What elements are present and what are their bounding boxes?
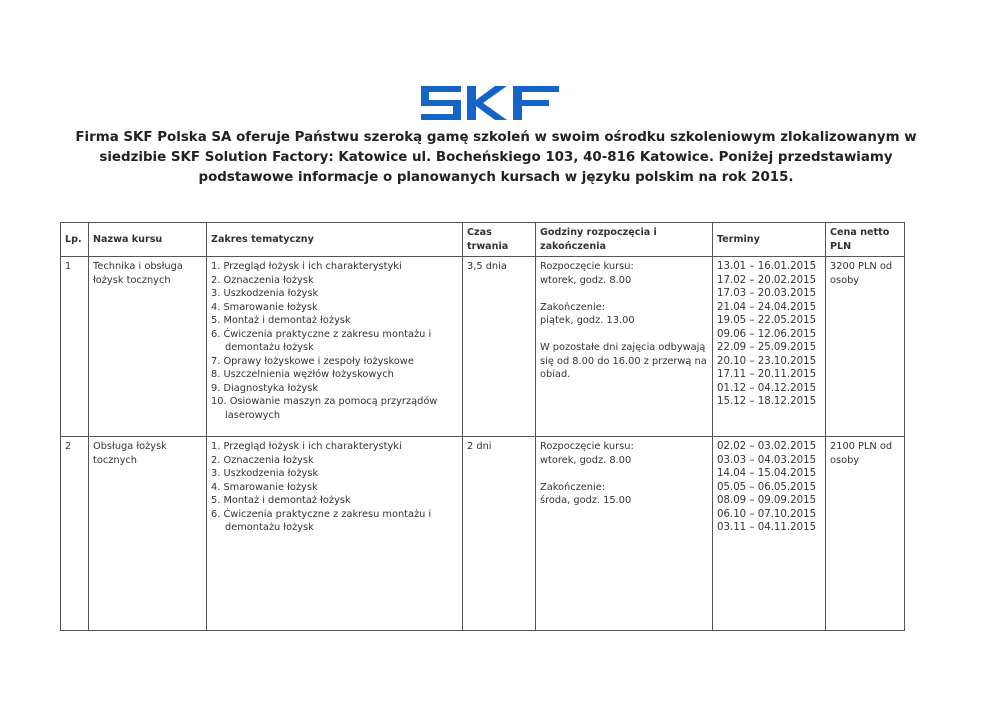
- start-time: wtorek, godz. 8.00: [540, 274, 632, 286]
- topic-item: 4. Smarowanie łożysk: [211, 301, 318, 313]
- topic-item: 3. Uszkodzenia łożysk: [211, 288, 319, 299]
- header-course-name: Nazwa kursu: [89, 223, 207, 257]
- topic-item: 8. Uszczelnienia węzłów łożyskowych: [211, 369, 394, 380]
- topic-item: 5. Montaż i demontaż łożysk: [211, 315, 351, 326]
- topic-item: 10. Osiowanie maszyn za pomocą przyrządów laserowych: [211, 396, 438, 421]
- date-item: 17.11 – 20.11.2015: [717, 369, 817, 380]
- date-item: 03.03 – 04.03.2015: [717, 454, 817, 466]
- date-item: 21.04 – 24.04.2015: [717, 301, 817, 313]
- date-item: 20.10 – 23.10.2015: [717, 355, 817, 367]
- cell-price: 2100 PLN od osoby: [826, 437, 905, 631]
- topic-item: 9. Diagnostyka łożysk: [211, 382, 319, 394]
- hours-note: W pozostałe dni zajęcia odbywają się od 8.00 do 16.00 z przerwą na obiad.: [540, 342, 707, 380]
- table-header-row: [61, 223, 905, 257]
- date-item: 02.02 – 03.02.2015: [717, 441, 817, 452]
- date-item: 08.09 – 09.09.2015: [717, 495, 817, 506]
- start-time: wtorek, godz. 8.00: [540, 454, 632, 466]
- cell-lp: 2: [61, 437, 89, 631]
- date-item: 01.12 – 04.12.2015: [717, 382, 817, 394]
- date-item: 03.11 – 04.11.2015: [717, 522, 817, 533]
- cell-course-name: Obsługa łożysk tocznych: [89, 437, 207, 631]
- date-item: 09.06 – 12.06.2015: [717, 328, 817, 340]
- end-label: Zakończenie:: [540, 481, 606, 493]
- cell-topics: [207, 437, 463, 631]
- topic-item: 6. Ćwiczenia praktyczne z zakresu montażu i demontażu łożysk: [211, 508, 432, 533]
- date-item: 19.05 – 22.05.2015: [717, 315, 817, 326]
- end-label: Zakończenie:: [540, 301, 606, 313]
- date-item: 05.05 – 06.05.2015: [717, 481, 817, 493]
- start-label: Rozpoczęcie kursu:: [540, 261, 634, 272]
- header-hours: Godziny rozpoczęcia i zakończenia: [536, 223, 713, 257]
- table-row: [61, 437, 905, 631]
- end-time: piątek, godz. 13.00: [540, 315, 635, 326]
- cell-dates: [713, 257, 826, 437]
- topic-item: 6. Ćwiczenia praktyczne z zakresu montażu i demontażu łożysk: [211, 328, 432, 353]
- header-price: Cena netto PLN: [826, 223, 905, 257]
- header-topics: Zakres tematyczny: [207, 223, 463, 257]
- cell-hours: [536, 257, 713, 437]
- header-duration: Czas trwania: [463, 223, 536, 257]
- topic-item: 5. Montaż i demontaż łożysk: [211, 495, 351, 506]
- cell-course-name: Technika i obsługa łożysk tocznych: [89, 257, 207, 437]
- header-lp: Lp.: [61, 223, 89, 257]
- topic-item: 1. Przegląd łożysk i ich charakterystyki: [211, 261, 402, 272]
- date-item: 17.02 – 20.02.2015: [717, 274, 817, 286]
- courses-table: [60, 222, 905, 631]
- cell-lp: 1: [61, 257, 89, 437]
- cell-topics: [207, 257, 463, 437]
- cell-price: 3200 PLN od osoby: [826, 257, 905, 437]
- date-item: 15.12 – 18.12.2015: [717, 396, 817, 407]
- cell-duration: 2 dni: [463, 437, 536, 631]
- table-row: [61, 257, 905, 437]
- topic-item: 2. Oznaczenia łożysk: [211, 454, 314, 466]
- topic-item: 2. Oznaczenia łożysk: [211, 274, 314, 286]
- topic-item: 3. Uszkodzenia łożysk: [211, 468, 319, 479]
- date-item: 17.03 – 20.03.2015: [717, 288, 817, 299]
- topic-item: 7. Oprawy łożyskowe i zespoły łożyskowe: [211, 355, 414, 367]
- cell-dates: [713, 437, 826, 631]
- topic-item: 4. Smarowanie łożysk: [211, 481, 318, 493]
- skf-logo: [421, 86, 559, 120]
- topics-list: [211, 260, 458, 422]
- date-item: 14.04 – 15.04.2015: [717, 468, 817, 479]
- date-item: 06.10 – 07.10.2015: [717, 508, 817, 520]
- topic-item: 1. Przegląd łożysk i ich charakterystyki: [211, 441, 402, 452]
- cell-duration: 3,5 dnia: [463, 257, 536, 437]
- header-dates: Terminy: [713, 223, 826, 257]
- start-label: Rozpoczęcie kursu:: [540, 441, 634, 452]
- end-time: środa, godz. 15.00: [540, 495, 632, 506]
- date-item: 13.01 – 16.01.2015: [717, 261, 817, 272]
- cell-hours: [536, 437, 713, 631]
- date-item: 22.09 – 25.09.2015: [717, 342, 817, 353]
- intro-text: Firma SKF Polska SA oferuje Państwu szeroką gamę szkoleń w swoim ośrodku szkoleniowym zlokalizowanym w siedzibie SKF Solution Factory: Katowice ul. Bocheńskiego 103, 40-816 Katowice. Poniżej przedstawiamy podstawowe informacje o planowanych kursach w języku polskim na rok 2015.: [75, 130, 917, 185]
- skf-logo-mark: [421, 86, 559, 120]
- topics-list: [211, 440, 458, 535]
